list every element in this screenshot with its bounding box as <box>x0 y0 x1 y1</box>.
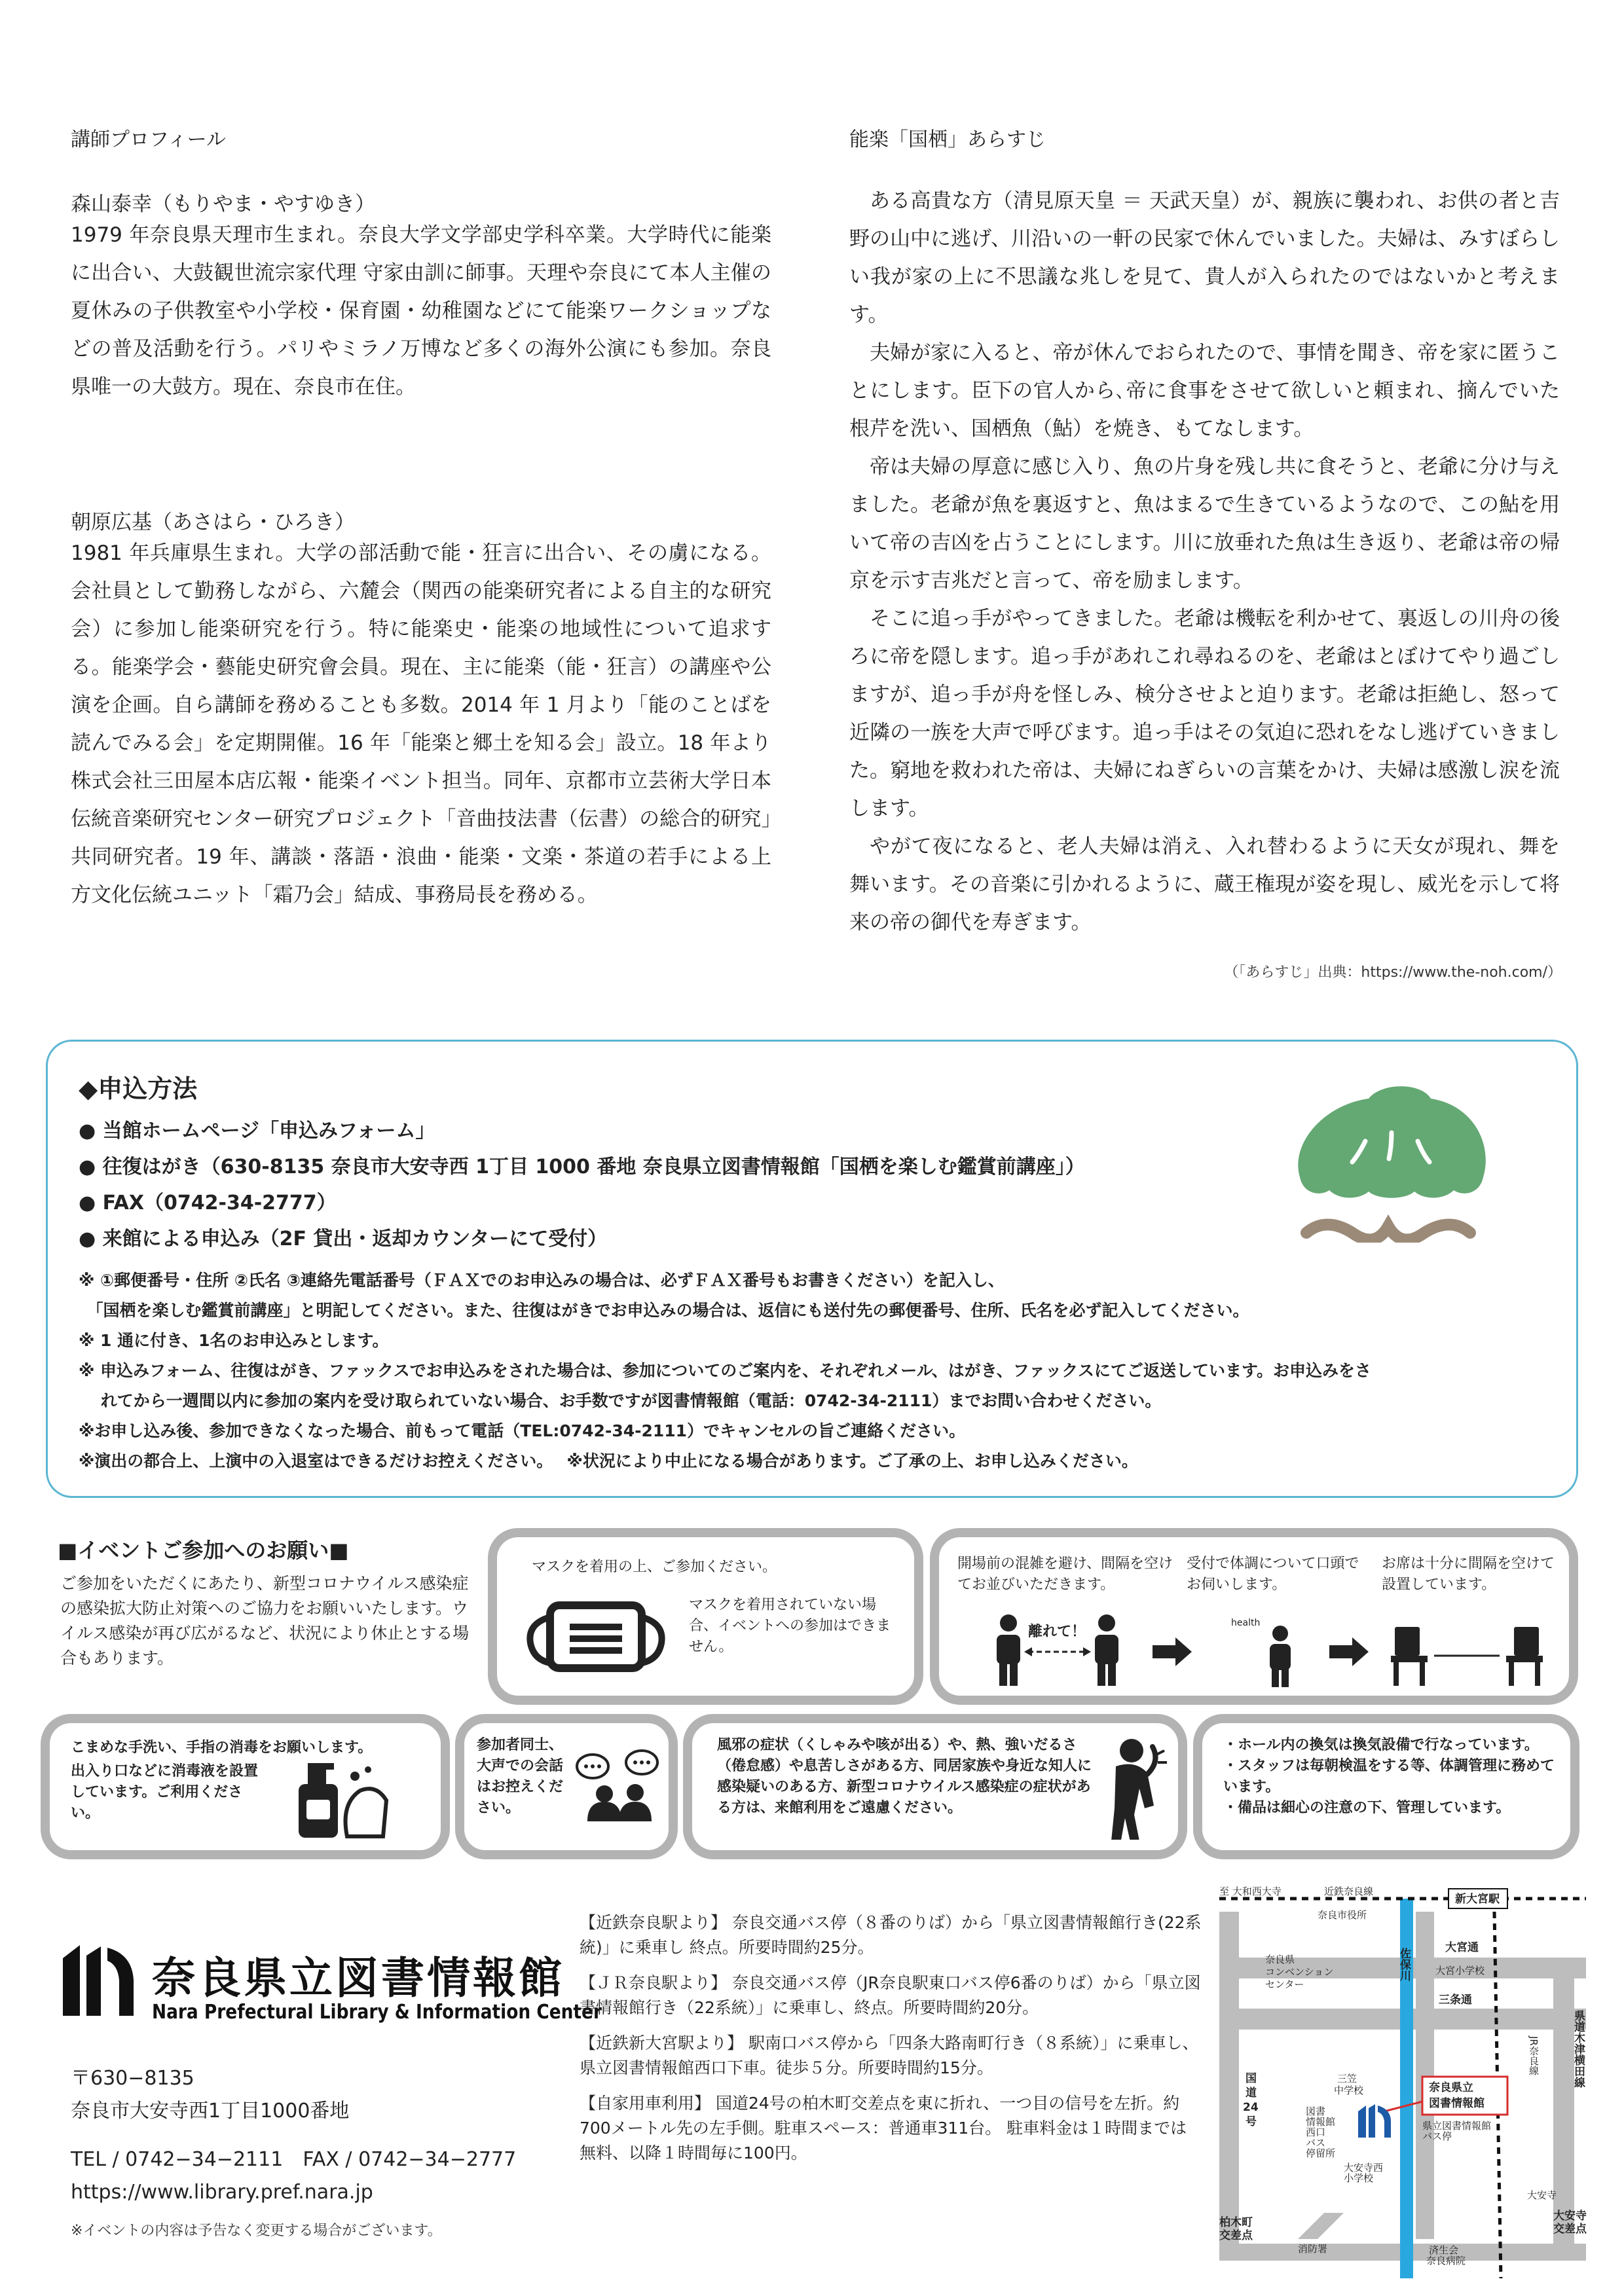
map-label: 近鉄奈良線 <box>1324 1886 1374 1897</box>
map-label: 小学校 <box>1344 2172 1374 2184</box>
postal-code: 〒630−8135 <box>71 2067 194 2090</box>
access-item: 【近鉄新大宮駅より】 駅南口バス停から「四条大路南町行き（８系統）」に乗車し、県立図書情報館西口下車。徒歩５分。所要時間約15分。 <box>580 2033 1199 2077</box>
map-label: 24 <box>1243 2101 1259 2114</box>
synopsis-paragraph: 夫婦が家に入ると、帝が休んでおられたので、事情を聞き、帝を家に匿うことにします。臣下の官人から､帝に食事をさせて欲しいと頼まれ、摘んでいた根芹を洗い、国栖魚（鮎）を焼き、もてなします。 <box>849 341 1560 441</box>
map-label: コンベンション <box>1265 1966 1334 1978</box>
application-title: ◆申込方法 <box>79 1074 198 1103</box>
sanitizer-icon <box>288 1758 393 1843</box>
map-label: 中学校 <box>1334 2085 1364 2096</box>
chair-icon <box>1506 1627 1543 1686</box>
application-note: ※ ①郵便番号・住所 ②氏名 ③連絡先電話番号（ＦＡＸでのお申込みの場合は、必ずＦＡＸ番号もお書きください）を記入し、 <box>79 1271 1005 1290</box>
conversation-icon <box>573 1748 665 1827</box>
sick-person-icon <box>1100 1735 1172 1840</box>
map-library-label: 図書情報館 <box>1429 2097 1485 2110</box>
library-logo-icon <box>60 1941 139 2020</box>
map-label: 奈良病院 <box>1426 2255 1466 2267</box>
venue-item: ・備品は細心の注意の下、管理しています。 <box>1223 1800 1511 1816</box>
synopsis-heading: 能楽「国栖」あらすじ <box>849 128 1046 151</box>
synopsis-paragraph: やがて夜になると、老人夫婦は消え、入れ替わるように天女が現れ、舞を舞います。その音楽に引かれるように、蔵王権現が姿を現し、威光を示して将来の帝の御代を寿ぎます。 <box>849 835 1560 934</box>
map-label: 大安寺 <box>1527 2189 1557 2201</box>
synopsis-paragraph: そこに追っ手がやってきました。老爺は機転を利かせて、裏返しの川舟の後ろに帝を隠します。追っ手があれこれ尋ねるのを、老爺はとぼけてやり過ごしますが、追っ手が舟を怪しみ、検分させよと迫ります。老爺は拒絶し、怒って近隣の一族を大声で呼びます。追っ手はその気迫に恐れをなし逃げていきました。窮地を救われた帝は、夫婦にねぎらいの言葉をかけ、夫婦は感激し涙を流します。 <box>849 607 1560 820</box>
map-label: 奈良県 <box>1265 1954 1295 1965</box>
tel-fax: TEL / 0742−34−2111 FAX / 0742−34−2777 <box>71 2148 517 2171</box>
synopsis-paragraph: ある高貴な方（清見原天皇 ＝ 天武天皇）が、親族に襲われ、お供の者と吉野の山中に逃げ、川沿いの一軒の民家で休んでいました。夫婦は、みすぼらしい我が家の上に不思議な兆しを見て、貴人が入られたのではないかと考えます。 <box>849 189 1560 327</box>
application-note: ※演出の都合上、上演中の入退室はできるだけお控えください。 ※状況により中止になる場合があります。ご了承の上、お申し込みください。 <box>79 1451 1138 1470</box>
map-label: 県道木津横田線 <box>1572 2010 1585 2088</box>
map-library-label: 奈良県立 <box>1429 2081 1473 2094</box>
map-label: 交差点 <box>1553 2223 1587 2236</box>
profile-bio-2: 1981 年兵庫県生まれ。大学の部活動で能・狂言に出合い、その虜になる。会社員として勤務しながら、六麓会（関西の能楽研究者による自主的な研究会）に参加し能楽研究を行う。特に能楽史・能楽の地域性について追求する。能楽学会・藝能史研究會会員。現在、主に能楽（能・狂言）の講座や公演を企画。自ら講師を務めることも多数。2014 年 1 月より「能のことばを読んでみる会」を定期開催。16 年「能楽と郷土を知る会」設立。18 年より株式会社三田屋本店広報・能楽イベント担当。同年、京都市立芸術大学日本伝統音楽研究センター研究プロジェクト「音曲技法書（伝書）の総合的研究」共同研究者。19 年、講談・落語・浪曲・能楽・文楽・茶道の若手による上方文化伝統ユニット「霜乃会」結成、事務局長を務める。 <box>71 541 771 907</box>
map-label: バス停 <box>1422 2130 1452 2142</box>
synopsis-body <box>849 182 1560 941</box>
flow-step-2: 受付で体調について口頭でお伺いします。 <box>1187 1556 1359 1593</box>
handwash-text-2: 出入り口などに消毒液を設置しています。ご利用ください。 <box>71 1763 259 1821</box>
application-note: れてから一週間以内に参加の案内を受け取られていない場合、お手数ですが図書情報館（電話：0742-34-2111）までお問い合わせください。 <box>79 1391 1162 1410</box>
map-label: 済生会 <box>1429 2244 1459 2256</box>
application-note: ※お申し込み後、参加できなくなった場合、前もって電話（TEL:0742-34-2111）でキャンセルの旨ご連絡ください。 <box>79 1421 966 1440</box>
synopsis-paragraph: 帝は夫婦の厚意に感じ入り、魚の片身を残し共に食そうと、老爺に分け与えました。老爺が魚を裏返すと、魚はまるで生きているようなので、この鮎を用いて帝の吉凶を占うことにします。川に放垂れた魚は生き返り、老爺は帝の帰京を示す吉兆だと言って、帝を励まします。 <box>849 455 1560 592</box>
flow-step-1: 開場前の混雑を避け、間隔を空けてお並びいただきます。 <box>957 1556 1173 1593</box>
map-label: 三笠 <box>1337 2073 1357 2085</box>
profile-name-1: 森山泰幸（もりやま・やすゆき） <box>71 192 375 216</box>
map-label: 大宮小学校 <box>1435 1965 1485 1977</box>
flow-step-3: お席は十分に間隔を空けて設置しています。 <box>1382 1556 1555 1593</box>
profile-heading: 講師プロフィール <box>71 128 226 151</box>
flow-illustration <box>982 1614 1559 1689</box>
access-item: 【ＪＲ奈良駅より】 奈良交通バス停（JR奈良駅東口バス停6番のりば）から「県立図書情報館行き（22系統）」に乗車し、終点。所要時間約20分。 <box>580 1973 1201 2017</box>
map-label: 図書 <box>1306 2105 1326 2117</box>
map-label: 停留所 <box>1306 2147 1336 2159</box>
synopsis-source: （「あらすじ」出典：https://www.the-noh.com/） <box>1224 964 1562 981</box>
application-method-item: ● 来館による申込み（2F 貸出・返却カウンターにて受付） <box>79 1228 608 1250</box>
map-label: 至 大和西大寺 <box>1219 1886 1282 1897</box>
map-label: 西口 <box>1306 2126 1326 2138</box>
map-label: 大安寺 <box>1553 2210 1587 2223</box>
symptom-text: 風邪の症状（くしゃみや咳が出る）や、熱、強いだるさ（倦怠感）や息苦しさがある方、同居家族や身近な知人に感染疑いのある方、新型コロナウイルス感染症の症状がある方は、来館利用をご遠慮ください。 <box>717 1737 1092 1816</box>
map-label: 交差点 <box>1219 2229 1253 2242</box>
map-label: 情報館 <box>1306 2116 1336 2128</box>
map-label: 県立図書情報館 <box>1422 2120 1492 2132</box>
pine-trunk <box>1306 1225 1470 1240</box>
map-label: 奈良市役所 <box>1318 1909 1367 1921</box>
talk-text: 参加者同士、大声での会話はお控えください。 <box>477 1737 564 1816</box>
access-item: 【近鉄奈良駅より】 奈良交通バス停（８番のりば）から「県立図書情報館行き(22系統)」に乗車し 終点。所要時間約25分。 <box>580 1913 1202 1957</box>
map-label: 国 <box>1246 2072 1257 2085</box>
application-note: ※ 申込みフォーム、往復はがき、ファックスでお申込みをされた場合は、参加についてのご案内を、それぞれメール、はがき、ファックスにてご返送しています。お申込みをさ <box>79 1361 1372 1380</box>
map-label: センター <box>1265 1978 1304 1990</box>
chair-icon <box>1391 1627 1428 1686</box>
street-address: 奈良市大安寺西1丁目1000番地 <box>71 2100 350 2123</box>
pine-tree-illustration <box>1283 1079 1500 1243</box>
map-library-icon <box>1358 2104 1391 2138</box>
person-icon <box>1270 1626 1291 1687</box>
application-note: ※ 1 通に付き、1名のお申込みとします。 <box>79 1331 389 1350</box>
map-label: 佐保川 <box>1397 1948 1411 1981</box>
mask-text-1: マスクを着用の上、ご参加ください。 <box>532 1559 777 1575</box>
application-method-item: ● 往復はがき（630-8135 奈良市大安寺西 1丁目 1000 番地 奈良県立図書情報館「国栖を楽しむ鑑賞前講座」） <box>79 1156 1085 1178</box>
application-method-item: ● FAX（0742-34-2777） <box>79 1192 337 1214</box>
map-label: 大安寺西 <box>1344 2162 1384 2174</box>
library-logo-en: Nara Prefectural Library & Information Center <box>152 2001 602 2024</box>
person-icon <box>997 1614 1020 1686</box>
arrow-right-icon <box>1153 1637 1192 1666</box>
map-label: 三条通 <box>1439 1994 1472 2007</box>
access-map <box>1219 1886 1599 2278</box>
map-shin-omiya-station: 新大宮駅 <box>1455 1893 1500 1906</box>
venue-item: ・ホール内の換気は換気設備で行なっています。 <box>1223 1737 1539 1753</box>
application-note: 「国栖を楽しむ鑑賞前講座」と明記してください。また、往復はがきでお申込みの場合は、返信にも送付先の郵便番号、住所、氏名を必ず記入してください。 <box>79 1301 1249 1320</box>
mask-icon <box>524 1597 668 1676</box>
health-label: health <box>1231 1618 1261 1628</box>
person-icon <box>1095 1614 1118 1686</box>
map-label: 柏木町 <box>1219 2216 1253 2229</box>
application-methods <box>79 1113 1085 1257</box>
handwash-text-1: こまめな手洗い、手指の消毒をお願いします。 <box>71 1740 373 1756</box>
mask-text-2: マスクを着用されていない場合、イベントへの参加はできません。 <box>689 1597 891 1655</box>
application-notes <box>79 1266 1371 1476</box>
profile-bio-1: 1979 年奈良県天理市生まれ。奈良大学文学部史学科卒業。大学時代に能楽に出合い、大鼓観世流宗家代理 守家由訓に師事。天理や奈良にて本人主催の夏休みの子供教室や小学校・保育園・幼稚園などにて能楽ワークショップなどの普及活動を行う。パリやミラノ万博など多くの海外公演にも参加。奈良県唯一の大鼓方。現在、奈良市在住。 <box>71 223 771 399</box>
access-item: 【自家用車利用】 国道24号の柏木町交差点を東に折れ、一つ目の信号を左折。約700メートル先の左手側。駐車スペース：普通車311台。 駐車料金は１時間までは無料、以降１時間毎に100円。 <box>580 2094 1187 2162</box>
map-label: 道 <box>1246 2086 1257 2100</box>
website-link[interactable]: https://www.library.pref.nara.jp <box>71 2181 373 2204</box>
map-label: JR奈良線 <box>1528 2036 1540 2075</box>
map-label: 消防署 <box>1298 2243 1328 2255</box>
distance-label: 離れて！ <box>1028 1624 1086 1640</box>
profile-name-2: 朝原広基（あさはら・ひろき） <box>71 511 355 534</box>
library-logo-jp: 奈良県立図書情報館 <box>152 1953 564 2003</box>
access-info <box>580 1910 1202 2176</box>
change-notice: ※イベントの内容は予告なく変更する場合がございます。 <box>71 2223 442 2239</box>
footer-address <box>71 2062 516 2209</box>
application-method-item: ● 当館ホームページ「申込みフォーム」 <box>79 1120 435 1142</box>
arrow-right-icon <box>1329 1637 1369 1666</box>
venue-list <box>1223 1735 1557 1819</box>
map-label: 大宮通 <box>1445 1941 1479 1954</box>
event-intro: ご参加をいただくにあたり、新型コロナウイルス感染症の感染拡大防止対策へのご協力をお願いいたします。ウイルス感染が再び広がるなど、状況により休止とする場合もあります。 <box>60 1574 470 1667</box>
map-label: 号 <box>1246 2115 1257 2128</box>
venue-item: ・スタッフは毎朝検温をする等、体調管理に務めています。 <box>1223 1758 1555 1795</box>
event-title: ■イベントご参加へのお願い■ <box>58 1538 349 1563</box>
map-label: バス <box>1306 2137 1326 2149</box>
